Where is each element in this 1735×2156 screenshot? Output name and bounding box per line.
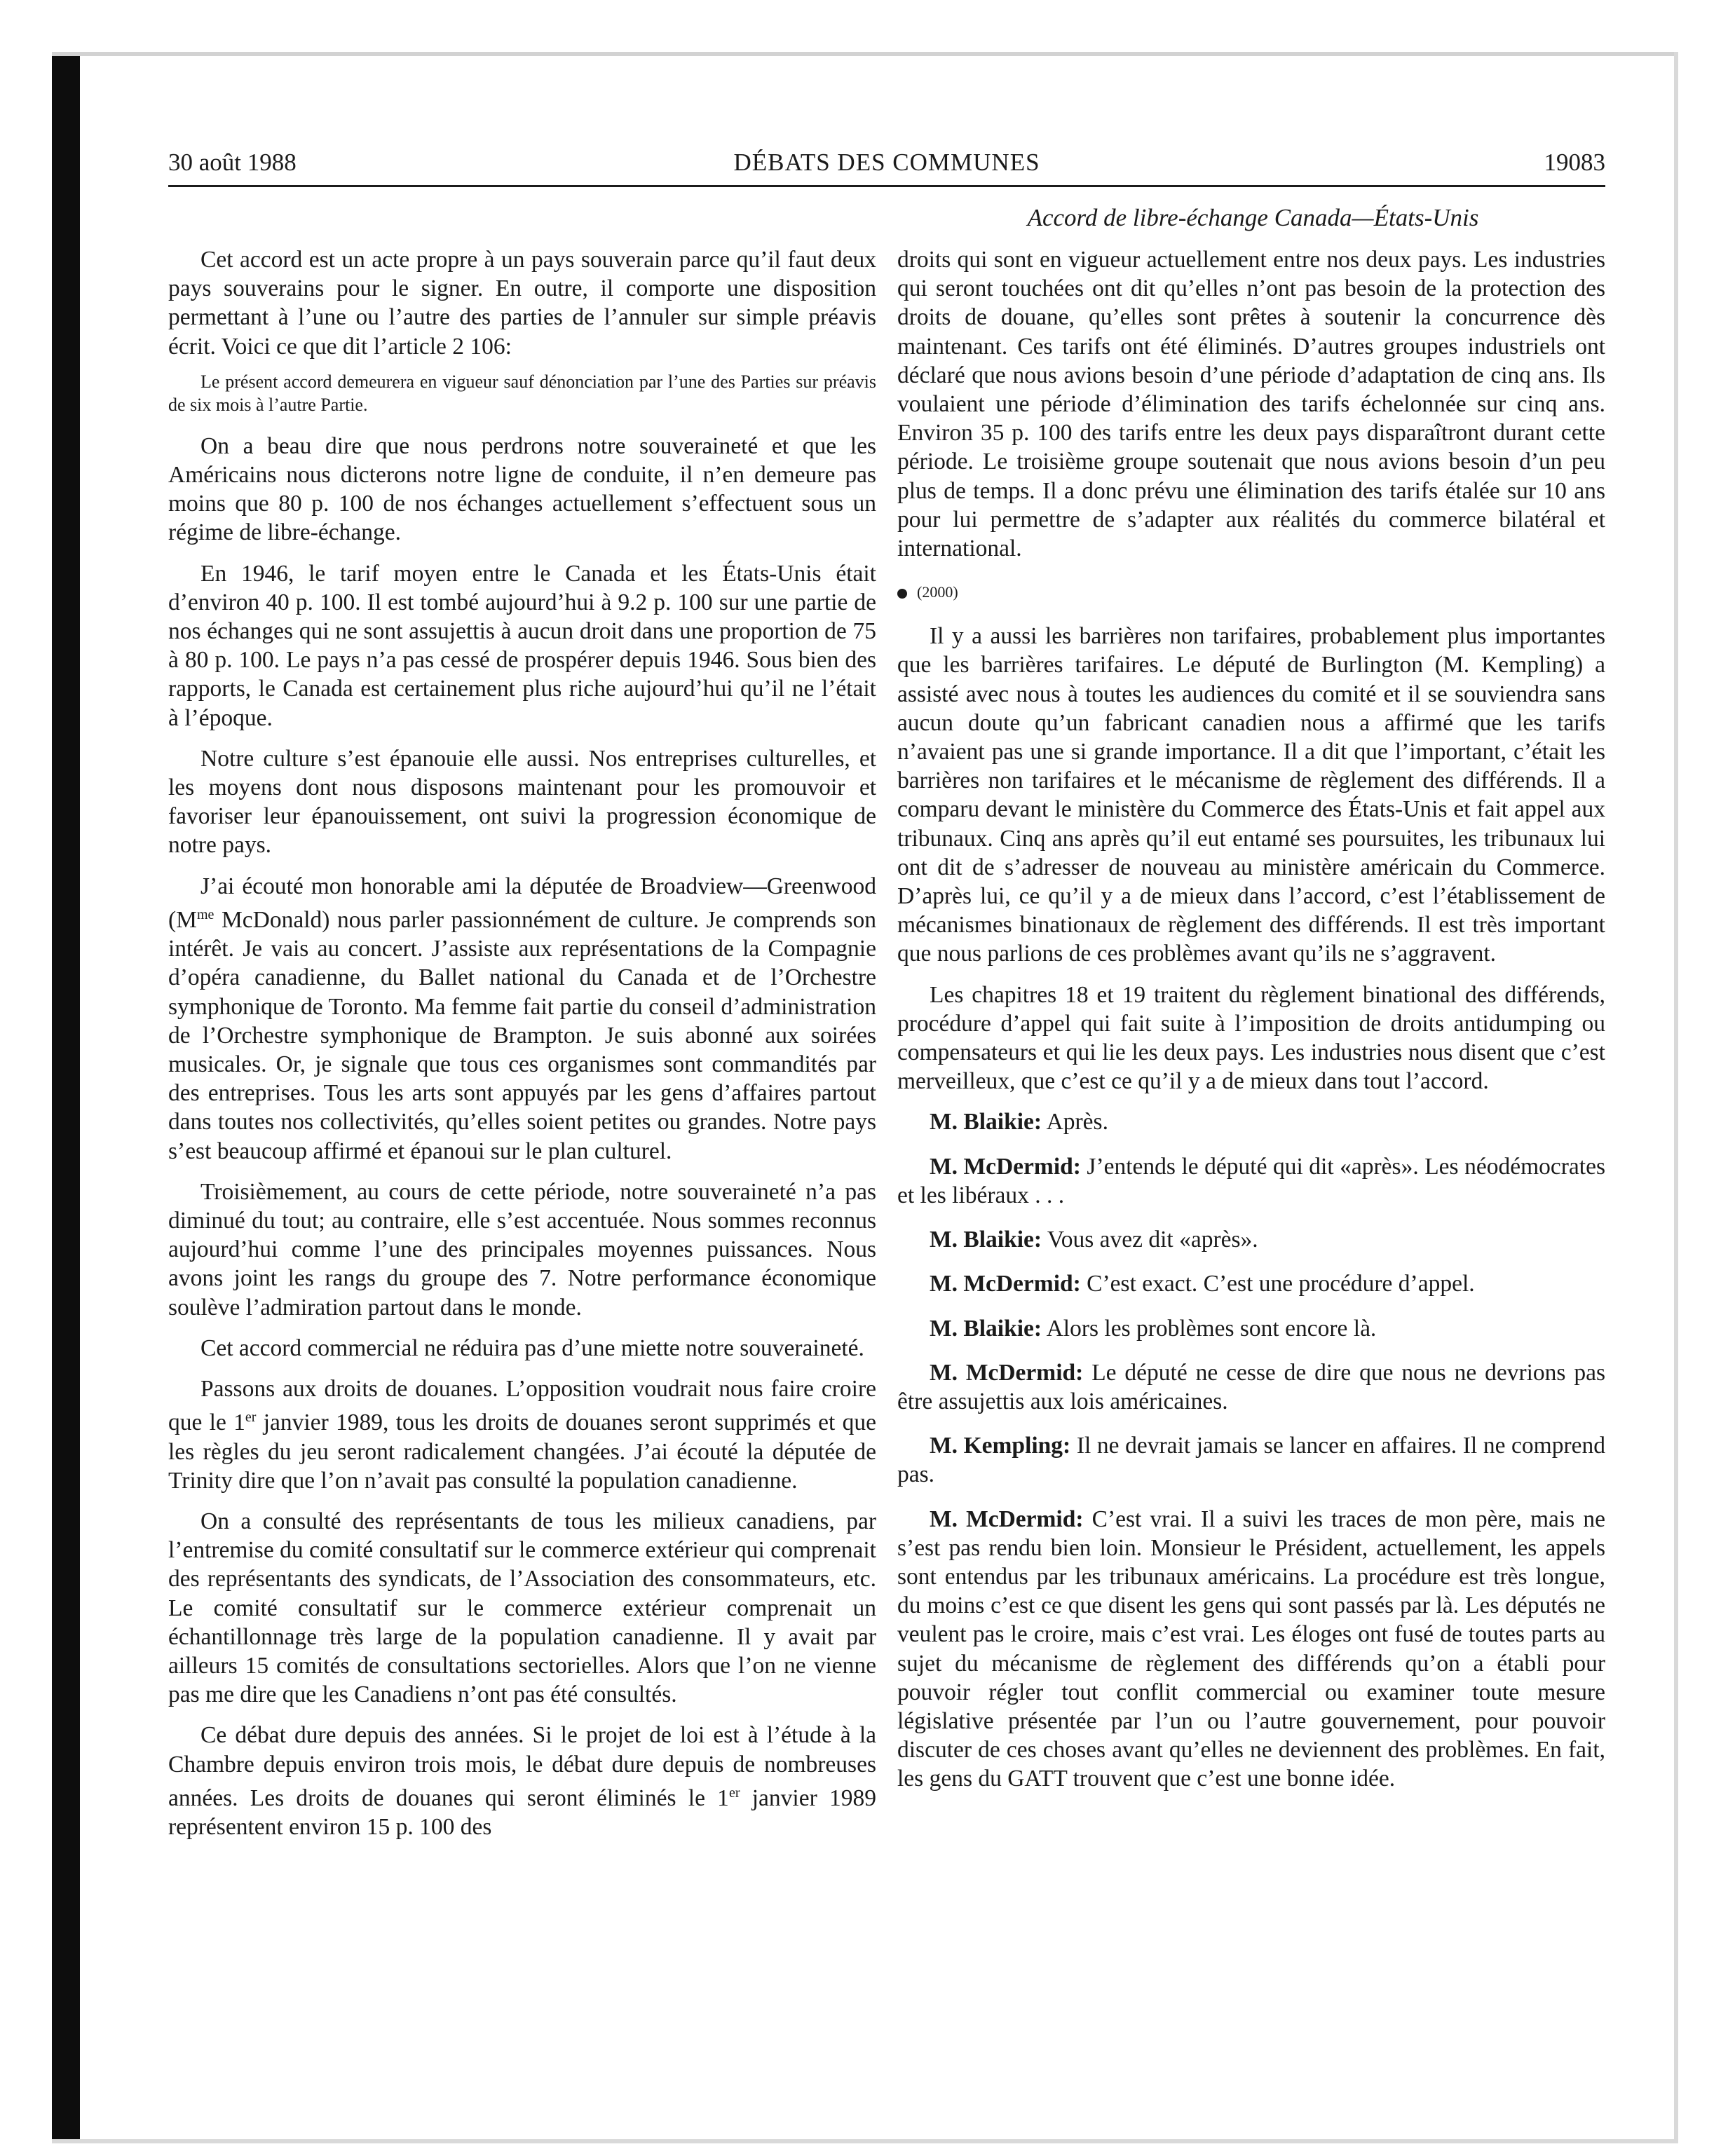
paragraph: [168, 1721, 876, 1841]
section-title: Accord de libre-échange Canada—États-Unis: [1027, 204, 1479, 231]
scan-border-top: [52, 52, 1678, 56]
text-run: Ce débat dure depuis des années. Si le projet de loi est à l’étude à la Chambre depuis environ trois mois, le débat dure depuis de nombreuses années. Les droits de douanes qui seront éliminés le 1: [168, 1722, 876, 1812]
right-column: [897, 245, 1605, 1809]
text-run: janvier 1989 représentent environ 15 p. 100 des: [168, 1785, 876, 1841]
dialog-line: [897, 1314, 1605, 1343]
speaker-name: M. Blaikie:: [930, 1227, 1042, 1253]
text-run: J’ai écouté mon honorable ami la députée de Broadview—Greenwood (M: [168, 873, 876, 934]
time-marker-text: (2000): [917, 583, 958, 601]
quoted-article: Le présent accord demeurera en vigueur sauf dénonciation par l’une des Parties sur préavis de six mois à l’autre Partie.: [168, 371, 876, 415]
paragraph: Notre culture s’est épanouie elle aussi. Nos entreprises culturelles, et les moyens dont nous disposons maintenant pour les promouvoir et favoriser leur épanouissement, ont suivi la progression économique de notre pays.: [168, 745, 876, 859]
text-run: McDonald) nous parler passionnément de culture. Je comprends son intérêt. Je vais au concert. J’assiste aux représentations de la Compagnie d’opéra canadienne, du Ballet national du Canada et de l’Orchestre symphonique de Toronto. Ma femme fait partie du conseil d’administration de l’Orchestre symphonique de Brampton. Je suis abonné aux soirées musicales. Or, je signale que tous ces organismes sont commandités par des entreprises. Tous les arts sont appuyés par les gens d’affaires partout dans toutes nos collectivités, qu’elles soient petites ou grandes. Notre pays s’est beaucoup affirmé et épanoui sur le plan culturel.: [168, 907, 876, 1164]
header-page-number: 19083: [1544, 149, 1605, 176]
paragraph: Cet accord est un acte propre à un pays souverain parce qu’il faut deux pays souverains pour le signer. En outre, il comporte une disposition permettant à l’une ou l’autre des parties de l’annuler sur simple préavis écrit. Voici ce que dit l’article 2 106:: [168, 247, 876, 360]
dialog-line: [897, 1505, 1605, 1794]
speaker-name: M. McDermid:: [930, 1359, 1084, 1386]
paragraph: Troisièmement, au cours de cette période, notre souveraineté n’a pas diminué du tout; au contraire, elle s’est accentuée. Nous sommes reconnus aujourd’hui comme l’une des principales moyennes puissances. Nous avons joint les rangs du groupe des 7. Notre performance économique soulève l’admiration partout dans le monde.: [168, 1178, 876, 1321]
speech-text: Après.: [1042, 1109, 1108, 1135]
speaker-name: M. McDermid:: [930, 1506, 1084, 1532]
paragraph: [168, 1374, 876, 1495]
speaker-name: M. McDermid:: [930, 1271, 1081, 1297]
paragraph: Les chapitres 18 et 19 traitent du règlement binational des différends, procédure d’appel qui fait suite à l’imposition de droits antidumping ou compensateurs et qui lie les deux pays. Les industries nous disent que c’est merveilleux, que c’est ce qu’il y a de mieux dans tout l’accord.: [897, 981, 1605, 1095]
header-date: 30 août 1988: [168, 149, 297, 176]
speech-text: Il ne devrait jamais se lancer en affaires. Il ne comprend pas.: [897, 1433, 1605, 1488]
speech-text: Alors les problèmes sont encore là.: [1042, 1315, 1377, 1342]
dialog-line: [897, 1358, 1605, 1416]
bullet-icon: [897, 589, 907, 599]
superscript: me: [196, 906, 215, 922]
speech-text: C’est vrai. Il a suivi les traces de mon père, mais ne s’est pas rendu bien loin. Monsieur le Président, actuellement, les appels sont entendus par les tribunaux américains. La procédure est très longue, du moins c’est ce que disent les gens qui sont passés par là. Les députés ne veulent pas le croire, mais c’est vrai. Les éloges ont fusé de toutes parts au sujet du mécanisme de règlement des différends qu’on a établi pour pouvoir régler tout conflit commercial ou examiner toute mesure législative présentée par l’un ou l’autre gouvernement, pour pouvoir discuter de ces choses avant qu’elles ne deviennent des problèmes. En fait, les gens du GATT trouvent que c’est une bonne idée.: [897, 1506, 1605, 1792]
scan-border-bottom: [52, 2139, 1678, 2143]
left-column: [168, 245, 876, 1853]
speech-text: Vous avez dit «après».: [1042, 1227, 1258, 1253]
dialog-line: [897, 1107, 1605, 1136]
paragraph: En 1946, le tarif moyen entre le Canada et les États-Unis était d’environ 40 p. 100. Il est tombé aujourd’hui à 9.2 p. 100 sur une partie de nos échanges qui ne sont assujettis à aucun droit dans une proportion de 75 à 80 p. 100. Le pays n’a pas cessé de prospérer depuis 1946. Sous bien des rapports, le Canada est certainement plus riche aujourd’hui qu’il ne l’était à l’époque.: [168, 560, 876, 731]
speaker-name: M. Blaikie:: [930, 1315, 1042, 1342]
paragraph: Il y a aussi les barrières non tarifaires, probablement plus importantes que les barrières tarifaires. Le député de Burlington (M. Kempling) a assisté avec nous à toutes les audiences du comité et il se souviendra sans aucun doute qu’un fabricant canadien nous a affirmé que les tarifs n’avaient pas une si grande importance. Il a dit que l’important, c’était les barrières non tarifaires et le mécanisme de règlement des différends. Il a comparu devant le ministère du Commerce des États-Unis et fait appel aux tribunaux. Cinq ans après qu’il eut entamé ses poursuites, les tribunaux lui ont dit de s’adresser de nouveau au ministère américain du Commerce. D’après lui, ce qu’il y a de mieux dans l’accord, c’est l’établissement de mécanismes binationaux de règlement des différends. Il est très important que nous parlions de ces problèmes avant qu’ils ne s’aggravent.: [897, 623, 1605, 967]
speaker-name: M. Blaikie:: [930, 1109, 1042, 1135]
superscript: er: [728, 1785, 740, 1801]
paragraph: On a beau dire que nous perdrons notre souveraineté et que les Américains nous dicterons notre ligne de conduite, il n’en demeure pas moins que 80 p. 100 de nos échanges actuellement s’effectuent sous un régime de libre-échange.: [168, 432, 876, 546]
scan-border-right: [1674, 52, 1678, 2143]
dialog-line: [897, 1152, 1605, 1210]
speech-text: C’est exact. C’est une procédure d’appel.: [1080, 1271, 1475, 1297]
text-run: Passons aux droits de douanes. L’opposition voudrait nous faire croire que le 1: [168, 1376, 876, 1436]
speaker-name: M. Kempling:: [930, 1433, 1071, 1459]
paragraph: droits qui sont en vigueur actuellement entre nos deux pays. Les industries qui seront touchées ont dit qu’elles n’ont pas besoin de la protection des droits de douane, qu’elles sont prêtes à soutenir la concurrence dès maintenant. Ces tarifs ont été éliminés. D’autres groupes industriels ont déclaré que nous avions besoin d’une période d’adaptation de cinq ans. Ils voulaient une période d’élimination des tarifs échelonnée sur cinq ans. Environ 35 p. 100 des tarifs entre les deux pays disparaîtront durant cette période. Le troisième groupe soutenait que nous avions besoin d’un peu plus de temps. Il a donc prévu une élimination des tarifs étalée sur 10 ans pour lui permettre de s’adapter aux réalités du commerce bilatéral et international.: [897, 247, 1605, 562]
time-marker: [897, 578, 1605, 606]
text-run: janvier 1989, tous les droits de douanes seront supprimés et que les règles du jeu seront radicalement changées. J’ai écouté la députée de Trinity dire que l’on n’avait pas consulté la population canadienne.: [168, 1410, 877, 1494]
speaker-name: M. McDermid:: [930, 1153, 1081, 1180]
running-head: [168, 140, 1605, 187]
scan-border-left: [52, 52, 80, 2143]
superscript: er: [245, 1410, 257, 1426]
speech-text: Le député ne cesse de dire que nous ne devrions pas être assujettis aux lois américaines.: [897, 1359, 1605, 1414]
dialog-line: [897, 1225, 1605, 1254]
dialog-line: [897, 1269, 1605, 1298]
speech-text: J’entends le député qui dit «après». Les néodémocrates et les libéraux . . .: [897, 1153, 1605, 1208]
page: [168, 140, 1605, 1841]
header-title: DÉBATS DES COMMUNES: [733, 149, 1040, 176]
paragraph: Cet accord commercial ne réduira pas d’une miette notre souveraineté.: [200, 1335, 864, 1361]
paragraph: On a consulté des représentants de tous les milieux canadiens, par l’entremise du comité consultatif sur le commerce extérieur qui comprenait des représentants des syndicats, de l’Association des consommateurs, etc. Le comité consultatif sur le commerce extérieur comprenait un échantillonnage très large de la population canadienne. Il y avait par ailleurs 15 comités de consultations sectorielles. Alors que l’on ne vienne pas me dire que les Canadiens n’ont pas été consultés.: [168, 1508, 876, 1708]
paragraph: [168, 872, 876, 1166]
dialog-line: [897, 1431, 1605, 1489]
